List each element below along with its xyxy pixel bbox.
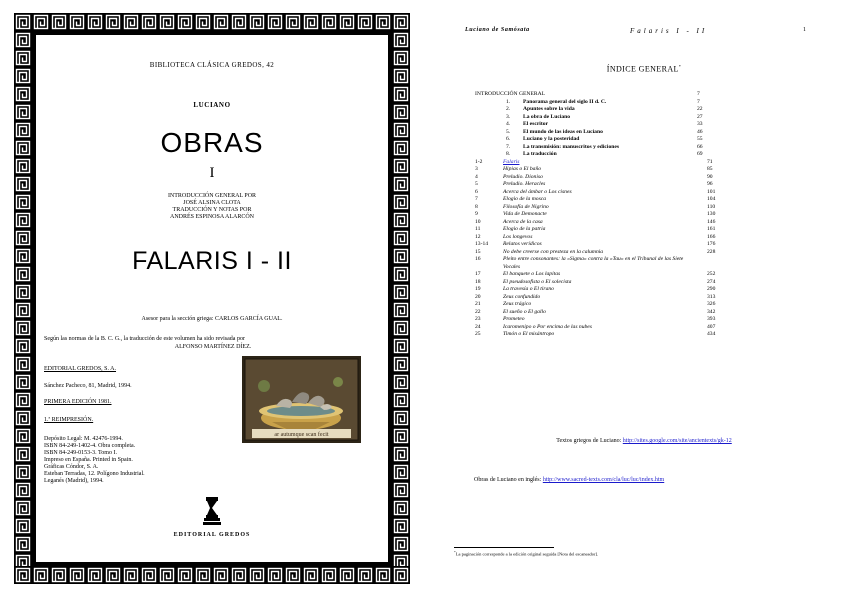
meander-tile — [14, 175, 32, 193]
index-page — [440, 0, 848, 599]
footnote-text: La paginación corresponde a la edición original seguida [Nota del escaneador]. — [455, 551, 599, 557]
toc-work-title: Vida de Demonacte — [503, 211, 547, 217]
toc-work-item[interactable] — [475, 211, 835, 219]
toc-item-title: El escritor — [523, 121, 549, 127]
meander-tile — [14, 265, 32, 283]
toc-page: 290 — [707, 286, 716, 292]
meander-tile — [392, 85, 410, 103]
legal-line: ISBN 84-249-0153-3. Tomo I. — [44, 450, 117, 456]
greek-texts-label: Textos griegos de Luciano: — [556, 438, 623, 444]
series-name: BIBLIOTECA CLÁSICA GREDOS, 42 — [149, 61, 275, 69]
toc-page: 85 — [707, 166, 713, 172]
toc-page: 55 — [697, 136, 703, 142]
toc-work-title: Elogio de la mosca — [503, 196, 547, 202]
toc-intro-item[interactable] — [475, 99, 835, 107]
toc-work-number: 8 — [475, 203, 478, 210]
meander-tile — [392, 409, 410, 427]
meander-tile — [14, 13, 32, 31]
credits — [36, 193, 388, 221]
meander-tile — [392, 283, 410, 301]
toc-page: 27 — [697, 113, 703, 120]
publisher: EDITORIAL GREDOS, S. A. — [44, 366, 117, 372]
meander-tile — [14, 193, 32, 211]
toc-work-item[interactable] — [475, 159, 835, 167]
toc-item-number: 7. — [506, 143, 511, 150]
legal-info — [44, 436, 145, 485]
meander-tile — [176, 13, 194, 31]
index-heading-text: ÍNDICE GENERAL — [606, 64, 679, 74]
running-header-author: Luciano de Samósata — [465, 27, 530, 33]
toc-work-number: 22 — [475, 308, 481, 315]
meander-tile — [158, 13, 176, 31]
legal-line: Gráficas Cóndor, S. A. — [44, 464, 99, 470]
credit-line: TRADUCCIÓN Y NOTAS POR — [172, 207, 252, 213]
toc-page: 342 — [707, 308, 716, 315]
meander-tile — [14, 517, 32, 535]
meander-tile — [14, 553, 32, 566]
meander-tile — [140, 566, 158, 584]
toc-work-item[interactable] — [475, 196, 835, 204]
meander-tile — [392, 373, 410, 391]
meander-tile — [50, 566, 68, 584]
toc-work-number: 21 — [475, 301, 481, 307]
meander-tile — [392, 319, 410, 337]
toc-item-number: 5. — [506, 128, 511, 135]
toc-item-number: 4. — [506, 121, 511, 127]
mosaic-inscription: ar autumque scan fecit — [274, 432, 329, 438]
meander-tile — [104, 566, 122, 584]
edition-line: PRIMERA EDICIÓN 1981. — [44, 399, 112, 405]
toc-work-title: Acerca del ámbar o Los cisnes — [503, 188, 572, 195]
english-works-link[interactable]: http://www.sacred-texts.com/cla/luc/luc/index.htm — [542, 477, 665, 483]
meander-tile — [284, 13, 302, 31]
toc-work-title[interactable]: Falaris — [503, 158, 520, 165]
meander-tile — [392, 31, 410, 49]
meander-tile — [14, 319, 32, 337]
meander-tile — [86, 13, 104, 31]
revisor-name: ALFONSO MARTÍNEZ DÍEZ. — [174, 344, 252, 350]
toc-work-item[interactable] — [475, 264, 835, 272]
meander-tile — [194, 566, 212, 584]
toc-work-item[interactable] — [475, 204, 835, 212]
meander-tile — [14, 139, 32, 157]
toc-work-title: Relatos verídicos — [503, 241, 542, 247]
meander-border-left — [14, 31, 32, 566]
english-works-line — [474, 477, 664, 483]
toc-work-number: 9 — [475, 211, 478, 217]
meander-tile — [230, 566, 248, 584]
toc-page: 434 — [707, 331, 716, 337]
toc-work-item[interactable] — [475, 324, 835, 332]
revision-text: Según las normas de la B. C. G., la traducción de este volumen ha sido revisada por — [44, 336, 245, 342]
index-heading — [440, 64, 848, 74]
credit-line: INTRODUCCIÓN GENERAL POR — [167, 193, 257, 199]
toc-work-item[interactable] — [475, 279, 835, 287]
meander-tile — [338, 566, 356, 584]
meander-tile — [14, 373, 32, 391]
meander-tile — [14, 409, 32, 427]
meander-tile — [122, 566, 140, 584]
toc-work-item[interactable] — [475, 256, 835, 264]
toc-intro-item[interactable] — [475, 129, 835, 137]
toc-item-title: La transmisión: manuscritos y ediciones — [523, 143, 620, 150]
gredos-logo-icon — [36, 495, 388, 532]
meander-tile — [158, 566, 176, 584]
greek-texts-link[interactable]: http://sites.google.com/site/ancientexts/gk-12 — [622, 438, 732, 444]
toc-work-item[interactable] — [475, 174, 835, 182]
toc-work-item[interactable] — [475, 189, 835, 197]
footnote-marker: * — [678, 64, 682, 69]
meander-tile — [32, 13, 50, 31]
toc-intro-label: INTRODUCCIÓN GENERAL — [475, 91, 546, 97]
logo-text: EDITORIAL GREDOS — [173, 532, 251, 538]
meander-tile — [212, 13, 230, 31]
toc-work-number: 12 — [475, 233, 481, 240]
legal-line: Esteban Terradas, 12. Polígono Industrial. — [44, 471, 145, 477]
meander-tile — [86, 566, 104, 584]
toc-intro-item[interactable] — [475, 114, 835, 122]
publisher-address: Sánchez Pacheco, 81, Madrid, 1994. — [44, 383, 132, 389]
credit-line: JOSÉ ALSINA CLOTA — [183, 200, 241, 206]
toc-page: 146 — [707, 218, 716, 225]
toc-work-title: Hipias o El baño — [503, 166, 542, 172]
meander-tile — [392, 265, 410, 283]
toc-item-number: 3. — [506, 113, 511, 120]
toc-work-number: 7 — [475, 196, 478, 202]
meander-tile — [14, 566, 32, 584]
meander-tile — [392, 517, 410, 535]
meander-tile — [392, 391, 410, 409]
toc-page: 104 — [707, 196, 716, 202]
meander-tile — [14, 211, 32, 229]
toc-item-title: El mundo de las ideas en Luciano — [523, 128, 603, 135]
toc-page: 130 — [707, 211, 716, 217]
meander-border-bottom — [14, 566, 410, 584]
meander-tile — [14, 481, 32, 499]
meander-tile — [284, 566, 302, 584]
toc-work-number: 18 — [475, 278, 481, 285]
meander-tile — [32, 566, 50, 584]
toc-page: 176 — [707, 241, 716, 247]
meander-tile — [14, 283, 32, 301]
table-of-contents — [475, 91, 835, 339]
toc-page: 161 — [707, 226, 716, 232]
toc-page: 407 — [707, 323, 716, 330]
toc-work-item[interactable] — [475, 166, 835, 174]
toc-page: 252 — [707, 271, 716, 277]
toc-work-title: Elogio de la patria — [503, 226, 546, 232]
meander-tile — [392, 355, 410, 373]
toc-page: 33 — [697, 121, 703, 127]
author-name: LUCIANO — [193, 101, 231, 109]
toc-work-title: El pseudosofista o El solecista — [503, 278, 572, 285]
meander-tile — [392, 175, 410, 193]
meander-tile — [14, 427, 32, 445]
toc-work-number: 13-14 — [475, 241, 489, 247]
meander-tile — [392, 121, 410, 139]
meander-tile — [14, 247, 32, 265]
title-page — [14, 13, 410, 584]
toc-work-item[interactable] — [475, 181, 835, 189]
toc-page: 69 — [697, 151, 703, 157]
footnote — [454, 550, 598, 557]
toc-intro-item[interactable] — [475, 106, 835, 114]
toc-work-title: Pleito entre consonantes: la «Sigma» contra la «Tau» en el Tribunal de las Siete — [503, 256, 684, 262]
toc-intro-item[interactable] — [475, 121, 835, 129]
toc-work-title: Preludio. Heracles — [503, 181, 546, 187]
meander-tile — [14, 391, 32, 409]
toc-work-number: 20 — [475, 293, 481, 300]
meander-tile — [14, 463, 32, 481]
toc-work-item[interactable] — [475, 309, 835, 317]
doves-mosaic-image — [242, 356, 361, 443]
advisor-line: Asesor para la sección griega: CARLOS GARCÍA GUAL. — [141, 316, 283, 322]
toc-item-title: La obra de Luciano — [523, 113, 571, 120]
toc-work-title: No debe creerse con presteza en la calumnia — [503, 248, 604, 255]
meander-tile — [14, 445, 32, 463]
toc-page: 96 — [707, 181, 713, 187]
toc-work-number: 15 — [475, 248, 481, 255]
toc-page: 110 — [707, 203, 716, 210]
toc-work-number: 4 — [475, 173, 478, 180]
toc-work-title: Timón o El misántropo — [503, 331, 555, 337]
meander-tile — [212, 566, 230, 584]
toc-work-title: El banquete o Los lapitas — [503, 271, 561, 277]
toc-work-number: 11 — [475, 226, 481, 232]
meander-tile — [392, 566, 410, 584]
toc-intro-item[interactable] — [475, 136, 835, 144]
meander-tile — [392, 193, 410, 211]
meander-tile — [392, 301, 410, 319]
meander-tile — [14, 499, 32, 517]
meander-tile — [140, 13, 158, 31]
meander-tile — [392, 427, 410, 445]
revision-note — [44, 335, 382, 351]
meander-tile — [14, 67, 32, 85]
toc-work-number: 3 — [475, 166, 478, 172]
meander-tile — [194, 13, 212, 31]
toc-page: 313 — [707, 293, 716, 300]
meander-tile — [14, 85, 32, 103]
meander-tile — [392, 103, 410, 121]
meander-tile — [14, 535, 32, 553]
toc-work-title: La travesía o El tirano — [503, 286, 554, 292]
toc-work-title: Prometeo — [503, 316, 525, 322]
toc-work-number: 25 — [475, 331, 481, 337]
legal-line: Impreso en España. Printed in Spain. — [44, 457, 133, 463]
meander-tile — [68, 13, 86, 31]
meander-tile — [320, 13, 338, 31]
toc-work-item[interactable] — [475, 286, 835, 294]
toc-page: 393 — [707, 316, 716, 322]
meander-tile — [14, 229, 32, 247]
reprint-line: 1.ª REIMPRESIÓN. — [44, 417, 94, 423]
toc-intro-row[interactable] — [475, 91, 835, 99]
toc-work-number: 5 — [475, 181, 478, 187]
meander-tile — [302, 13, 320, 31]
meander-tile — [320, 566, 338, 584]
toc-work-title: Preludio. Dioniso — [503, 173, 543, 180]
toc-work-item[interactable] — [475, 316, 835, 324]
meander-tile — [176, 566, 194, 584]
toc-item-title: Apuntes sobre la vida — [523, 106, 575, 112]
toc-page: 101 — [707, 188, 716, 195]
meander-tile — [392, 553, 410, 566]
meander-tile — [338, 13, 356, 31]
toc-page: 7 — [697, 91, 700, 97]
toc-work-item[interactable] — [475, 301, 835, 309]
meander-tile — [392, 139, 410, 157]
meander-tile — [392, 463, 410, 481]
toc-work-item[interactable] — [475, 294, 835, 302]
meander-tile — [302, 566, 320, 584]
english-works-label: Obras de Luciano en inglés: — [474, 477, 543, 483]
toc-work-number: 17 — [475, 271, 481, 277]
toc-work-number: 1-2 — [475, 158, 483, 165]
toc-item-title: La traducción — [523, 151, 557, 157]
meander-tile — [14, 49, 32, 67]
meander-tile — [14, 157, 32, 175]
meander-tile — [104, 13, 122, 31]
volume-number: I — [209, 165, 215, 181]
toc-intro-item[interactable] — [475, 151, 835, 159]
meander-tile — [392, 211, 410, 229]
meander-tile — [392, 535, 410, 553]
toc-work-title: Zeus confundido — [503, 293, 541, 300]
meander-tile — [248, 13, 266, 31]
meander-tile — [392, 49, 410, 67]
toc-page: 274 — [707, 278, 716, 285]
footnote-mark: * — [454, 550, 456, 554]
meander-tile — [392, 229, 410, 247]
toc-work-item[interactable] — [475, 249, 835, 257]
meander-tile — [14, 337, 32, 355]
legal-line: Depósito Legal: M. 42476-1994. — [44, 436, 123, 442]
greek-texts-line — [440, 438, 848, 444]
meander-tile — [374, 566, 392, 584]
meander-tile — [14, 121, 32, 139]
meander-tile — [392, 13, 410, 31]
toc-item-number: 2. — [506, 106, 511, 112]
toc-works — [475, 159, 835, 339]
meander-tile — [392, 67, 410, 85]
toc-item-title: Panorama general del siglo II d. C. — [523, 98, 607, 105]
toc-work-item[interactable] — [475, 219, 835, 227]
toc-work-item[interactable] — [475, 241, 835, 249]
toc-work-title: Vocales — [503, 263, 521, 270]
meander-tile — [392, 247, 410, 265]
toc-work-number: 10 — [475, 218, 481, 225]
work-title: FALARIS I - II — [132, 247, 292, 275]
toc-work-item[interactable] — [475, 331, 835, 339]
toc-page: 22 — [697, 106, 703, 112]
meander-tile — [14, 31, 32, 49]
toc-page: 90 — [707, 173, 713, 180]
toc-work-item[interactable] — [475, 234, 835, 242]
meander-tile — [266, 566, 284, 584]
toc-work-title: Filosofía de Nigrino — [503, 203, 549, 210]
toc-page: 326 — [707, 301, 716, 307]
page-number: 1 — [803, 27, 806, 33]
meander-tile — [266, 13, 284, 31]
toc-item-number: 1. — [506, 98, 511, 105]
meander-tile — [356, 566, 374, 584]
footnote-rule — [454, 547, 554, 548]
toc-page: 66 — [697, 143, 703, 150]
meander-tile — [248, 566, 266, 584]
meander-tile — [122, 13, 140, 31]
toc-work-item[interactable] — [475, 271, 835, 279]
toc-work-title: Los longevos — [503, 233, 533, 240]
toc-page: 7 — [697, 98, 700, 105]
book-title: OBRAS — [160, 127, 264, 158]
meander-tile — [392, 157, 410, 175]
meander-tile — [14, 355, 32, 373]
meander-tile — [14, 103, 32, 121]
toc-work-title: El sueño o El gallo — [503, 308, 546, 315]
meander-tile — [230, 13, 248, 31]
meander-tile — [392, 499, 410, 517]
toc-intro-items — [475, 99, 835, 159]
meander-tile — [374, 13, 392, 31]
toc-work-number: 6 — [475, 188, 478, 195]
toc-work-title: Icaromenipo o Por encima de las nubes — [503, 323, 592, 330]
toc-page: 71 — [707, 158, 713, 165]
toc-item-number: 8. — [506, 151, 511, 157]
meander-tile — [392, 481, 410, 499]
toc-work-number: 19 — [475, 286, 481, 292]
toc-item-title: Luciano y la posteridad — [523, 136, 580, 142]
legal-line: Leganés (Madrid), 1994. — [44, 478, 104, 484]
toc-intro-item[interactable] — [475, 144, 835, 152]
running-header-title: Falaris I - II — [630, 27, 708, 35]
toc-work-number: 24 — [475, 323, 481, 330]
meander-border-top — [14, 13, 410, 31]
toc-work-item[interactable] — [475, 226, 835, 234]
title-page-frame — [35, 34, 389, 563]
toc-work-number: 23 — [475, 316, 481, 322]
meander-tile — [392, 337, 410, 355]
meander-tile — [14, 301, 32, 319]
toc-page: 46 — [697, 128, 703, 135]
legal-line: ISBN 84-249-1402-4. Obra completa. — [44, 443, 136, 449]
meander-tile — [50, 13, 68, 31]
toc-work-number: 16 — [475, 256, 481, 262]
credit-line: ANDRÉS ESPINOSA ALARCÓN — [169, 214, 254, 220]
meander-tile — [356, 13, 374, 31]
meander-border-right — [392, 31, 410, 566]
toc-work-title: Zeus trágico — [503, 301, 532, 307]
toc-work-title: Acerca de la casa — [503, 218, 543, 225]
meander-tile — [68, 566, 86, 584]
meander-tile — [392, 445, 410, 463]
toc-page: 166 — [707, 233, 716, 240]
toc-item-number: 6. — [506, 136, 511, 142]
toc-page: 228 — [707, 248, 716, 255]
